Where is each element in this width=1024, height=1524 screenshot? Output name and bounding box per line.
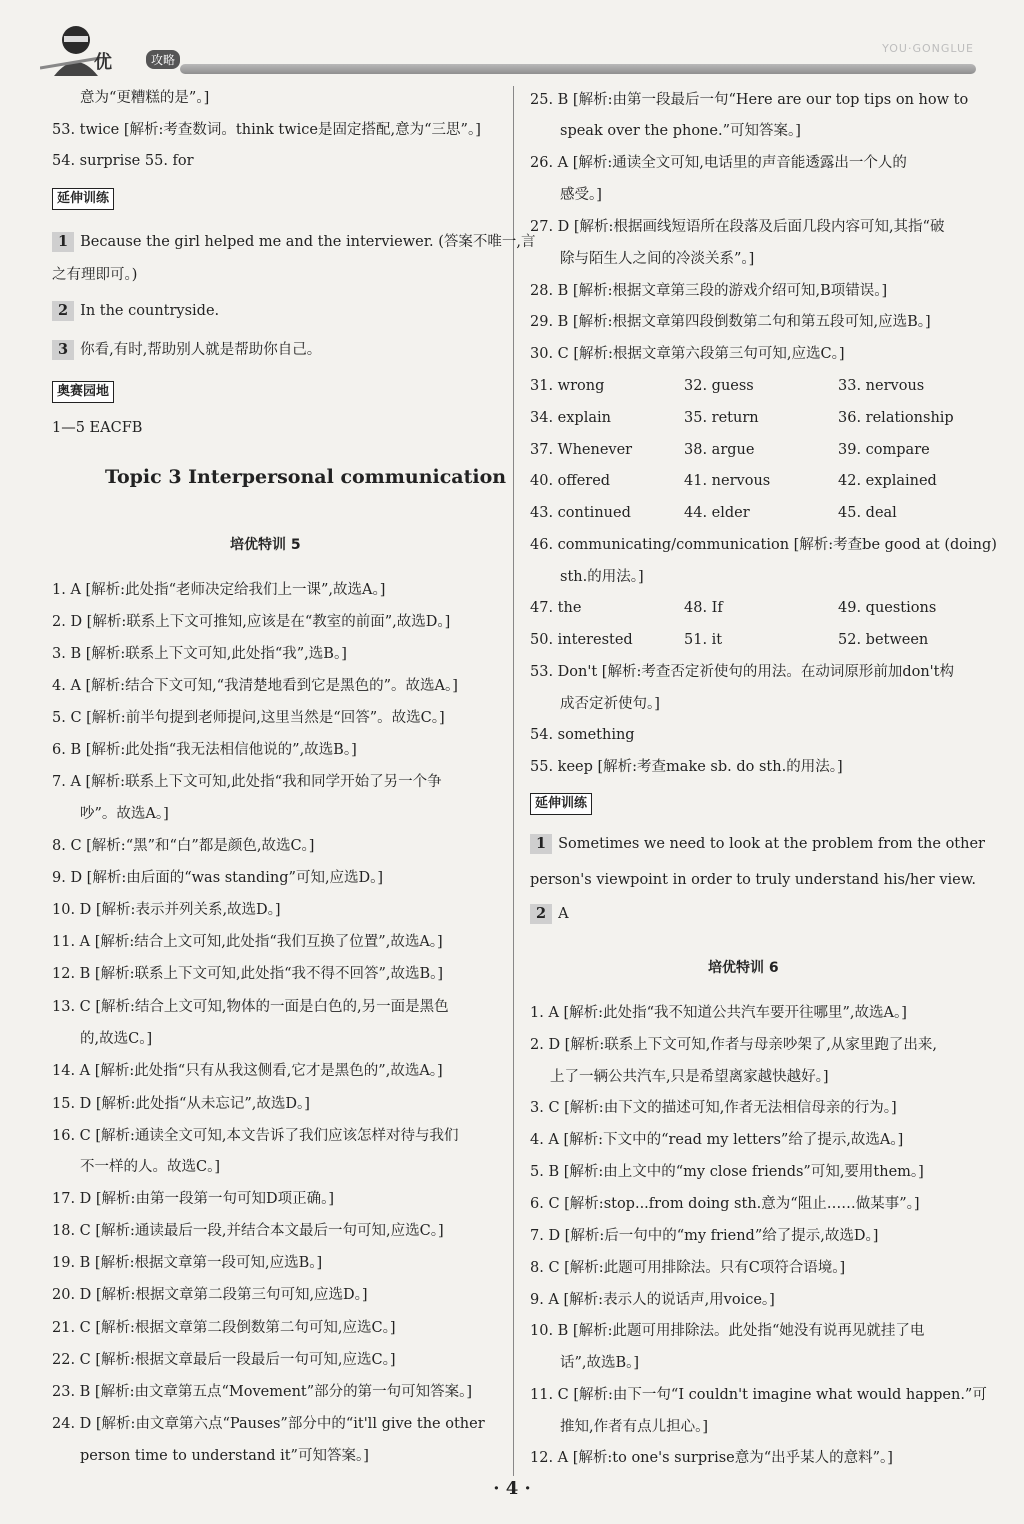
- grid-answer: 41. nervous: [684, 473, 771, 489]
- answer-line: 6. B [解析:此处指“我无法相信他说的”,故选B。]: [52, 742, 357, 758]
- answer-line: 30. C [解析:根据文章第六段第三句可知,应选C。]: [530, 346, 845, 362]
- grid-answer: 45. deal: [838, 505, 897, 521]
- section-label-yanshen: 延伸训练: [530, 793, 592, 815]
- section-title-peiyou6: 培优特训 6: [708, 960, 779, 976]
- section-title-peiyou5: 培优特训 5: [230, 537, 301, 553]
- answer-line: speak over the phone.”可知答案。]: [560, 123, 801, 139]
- answer-line: 1. A [解析:此处指“老师决定给我们上一课”,故选A。]: [52, 582, 386, 598]
- yanshen-item: 2 In the countryside.: [52, 301, 219, 321]
- topic-title: Topic 3 Interpersonal communication: [105, 466, 507, 488]
- answer-line: 18. C [解析:通读最后一段,并结合本文最后一句可知,应选C。]: [52, 1223, 444, 1239]
- answer-line: 吵”。故选A。]: [80, 806, 169, 822]
- answer-line: 29. B [解析:根据文章第四段倒数第二句和第五段可知,应选B。]: [530, 314, 931, 330]
- section-label-yanshen: 延伸训练: [52, 188, 114, 210]
- grid-answer: 49. questions: [838, 600, 937, 616]
- logo-text: 优: [94, 52, 112, 73]
- yanshen-item: 1 Sometimes we need to look at the problem from the other: [530, 834, 985, 854]
- column-divider: [513, 86, 514, 1476]
- answer-line: 46. communicating/communication [解析:考查be good at (doing): [530, 537, 997, 553]
- answer-line: 不一样的人。故选C。]: [80, 1159, 221, 1175]
- answer-line: 22. C [解析:根据文章最后一段最后一句可知,应选C。]: [52, 1352, 396, 1368]
- grid-answer: 44. elder: [684, 505, 750, 521]
- answer-line: 10. D [解析:表示并列关系,故选D。]: [52, 902, 281, 918]
- answer-line: 7. A [解析:联系上下文可知,此处指“我和同学开始了另一个争: [52, 774, 442, 790]
- answer-line: 11. A [解析:结合上文可知,此处指“我们互换了位置”,故选A。]: [52, 934, 443, 950]
- aosai-answer: 1—5 EACFB: [52, 420, 143, 436]
- yanshen-item: 3 你看,有时,帮助别人就是帮助你自己。: [52, 340, 321, 360]
- answer-line: 5. C [解析:前半句提到老师提问,这里当然是“回答”。故选C。]: [52, 710, 445, 726]
- answer-line: 26. A [解析:通读全文可知,电话里的声音能透露出一个人的: [530, 155, 907, 171]
- answer-line: 55. keep [解析:考查make sb. do sth.的用法。]: [530, 759, 843, 775]
- grid-answer: 43. continued: [530, 505, 631, 521]
- answer-line: 10. B [解析:此题可用排除法。此处指“她没有说再见就挂了电: [530, 1323, 925, 1339]
- grid-answer: 42. explained: [838, 473, 937, 489]
- answer-line: 28. B [解析:根据文章第三段的游戏介绍可知,B项错误。]: [530, 283, 888, 299]
- answer-line: 5. B [解析:由上文中的“my close friends”可知,要用them。]: [530, 1164, 924, 1180]
- answer-line: 54. something: [530, 727, 635, 743]
- answer-line: 7. D [解析:后一句中的“my friend”给了提示,故选D。]: [530, 1228, 879, 1244]
- answer-line: 推知,作者有点儿担心。]: [560, 1419, 709, 1435]
- answer-line: 20. D [解析:根据文章第二段第三句可知,应选D。]: [52, 1287, 368, 1303]
- grid-answer: 51. it: [684, 632, 723, 648]
- section-label-aosai: 奥赛园地: [52, 381, 114, 403]
- grid-answer: 35. return: [684, 410, 759, 426]
- grid-answer: 31. wrong: [530, 378, 605, 394]
- answer-line: 12. B [解析:联系上下文可知,此处指“我不得不回答”,故选B。]: [52, 966, 444, 982]
- answer-line: 8. C [解析:此题可用排除法。只有C项符合语境。]: [530, 1260, 846, 1276]
- answer-line: 17. D [解析:由第一段第一句可知D项正确。]: [52, 1191, 334, 1207]
- grid-answer: 39. compare: [838, 442, 930, 458]
- answer-line: 13. C [解析:结合上文可知,物体的一面是白色的,另一面是黑色: [52, 999, 449, 1015]
- logo-badge: 攻略: [146, 50, 180, 69]
- answer-line: 3. C [解析:由下文的描述可知,作者无法相信母亲的行为。]: [530, 1100, 897, 1116]
- answer-line: 的,故选C。]: [80, 1031, 153, 1047]
- answer-line: 16. C [解析:通读全文可知,本文告诉了我们应该怎样对待与我们: [52, 1128, 459, 1144]
- answer-line: 除与陌生人之间的冷淡关系”。]: [560, 251, 755, 267]
- answer-line: 19. B [解析:根据文章第一段可知,应选B。]: [52, 1255, 323, 1271]
- answer-line: 54. surprise 55. for: [52, 153, 194, 169]
- answer-line: 53. Don't [解析:考查否定祈使句的用法。在动词原形前加don't构: [530, 664, 954, 680]
- grid-answer: 36. relationship: [838, 410, 954, 426]
- grid-answer: 32. guess: [684, 378, 754, 394]
- answer-line: 4. A [解析:下文中的“read my letters”给了提示,故选A。]: [530, 1132, 904, 1148]
- answer-line: 4. A [解析:结合下文可知,“我清楚地看到它是黑色的”。故选A。]: [52, 678, 458, 694]
- answer-line: 6. C [解析:stop...from doing sth.意为“阻止……做某事”。]: [530, 1196, 920, 1212]
- answer-line: 14. A [解析:此处指“只有从我这侧看,它才是黑色的”,故选A。]: [52, 1063, 443, 1079]
- answer-line: 24. D [解析:由文章第六点“Pauses”部分中的“it'll give the other: [52, 1416, 485, 1432]
- grid-answer: 50. interested: [530, 632, 633, 648]
- answer-line: 23. B [解析:由文章第五点“Movement”部分的第一句可知答案。]: [52, 1384, 473, 1400]
- header-bar: [180, 64, 976, 74]
- answer-line: 上了一辆公共汽车,只是希望离家越快越好。]: [550, 1069, 829, 1085]
- grid-answer: 48. If: [684, 600, 723, 616]
- answer-line: 2. D [解析:联系上下文可知,作者与母亲吵架了,从家里跑了出来,: [530, 1037, 938, 1053]
- answer-line: 成否定祈使句。]: [560, 696, 660, 712]
- answer-line: 21. C [解析:根据文章第二段倒数第二句可知,应选C。]: [52, 1320, 396, 1336]
- grid-answer: 33. nervous: [838, 378, 925, 394]
- answer-line: 话”,故选B。]: [560, 1355, 640, 1371]
- grid-answer: 38. argue: [684, 442, 755, 458]
- answer-line: person time to understand it”可知答案。]: [80, 1448, 369, 1464]
- answer-line: 27. D [解析:根据画线短语所在段落及后面几段内容可知,其指“破: [530, 219, 945, 235]
- grid-answer: 47. the: [530, 600, 582, 616]
- grid-answer: 34. explain: [530, 410, 611, 426]
- yanshen-item: 1 Because the girl helped me and the interviewer. (答案不唯一,言: [52, 232, 536, 252]
- answer-line: 25. B [解析:由第一段最后一句“Here are our top tips on how to: [530, 92, 969, 108]
- grid-answer: 40. offered: [530, 473, 611, 489]
- answer-line: 1. A [解析:此处指“我不知道公共汽车要开往哪里”,故选A。]: [530, 1005, 907, 1021]
- answer-line: 2. D [解析:联系上下文可推知,应该是在“教室的前面”,故选D。]: [52, 614, 451, 630]
- answer-line: 8. C [解析:“黑”和“白”都是颜色,故选C。]: [52, 838, 315, 854]
- answer-line: 感受。]: [560, 187, 602, 203]
- answer-line: 53. twice [解析:考查数词。think twice是固定搭配,意为“三思”。]: [52, 122, 481, 138]
- page-header: [0, 0, 1024, 84]
- answer-line: 11. C [解析:由下一句“I couldn't imagine what would happen.”可: [530, 1387, 987, 1403]
- yanshen-item: person's viewpoint in order to truly understand his/her view.: [530, 872, 977, 888]
- site-tag: YOU·GONGLUE: [882, 42, 974, 55]
- yanshen-item: 2 A: [530, 904, 569, 924]
- grid-answer: 52. between: [838, 632, 929, 648]
- answer-line: 15. D [解析:此处指“从未忘记”,故选D。]: [52, 1096, 310, 1112]
- grid-answer: 37. Whenever: [530, 442, 633, 458]
- answer-line: 9. A [解析:表示人的说话声,用voice。]: [530, 1292, 775, 1308]
- page-number: · 4 ·: [493, 1478, 531, 1499]
- answer-line: 3. B [解析:联系上下文可知,此处指“我”,选B。]: [52, 646, 347, 662]
- yanshen-item: 之有理即可。): [52, 267, 138, 283]
- answer-line: 9. D [解析:由后面的“was standing”可知,应选D。]: [52, 870, 384, 886]
- answer-line: sth.的用法。]: [560, 569, 644, 585]
- answer-line: 12. A [解析:to one's surprise意为“出乎某人的意料”。]: [530, 1450, 893, 1466]
- answer-line: 意为“更糟糕的是”。]: [80, 90, 210, 106]
